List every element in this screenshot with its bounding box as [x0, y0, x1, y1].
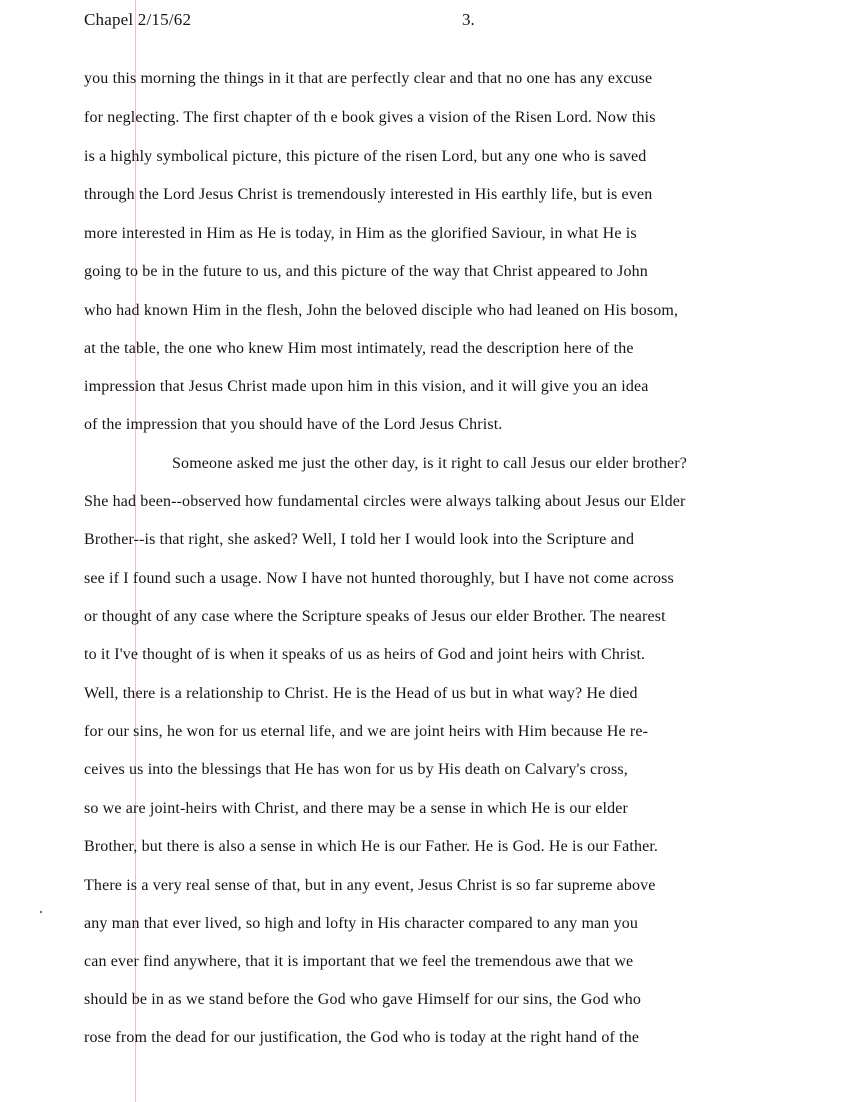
text-line: more interested in Him as He is today, in Him as the glorified Saviour, in what He is: [84, 225, 637, 242]
text-line: Brother--is that right, she asked? Well, I told her I would look into the Scripture and: [84, 531, 635, 548]
page-number: 3.: [462, 10, 475, 29]
text-line: of the impression that you should have of the Lord Jesus Christ.: [84, 416, 503, 433]
text-line: should be in as we stand before the God who gave Himself for our sins, the God who: [84, 991, 642, 1008]
text-line: you this morning the things in it that are perfectly clear and that no one has any excuse: [84, 70, 653, 87]
header-date: Chapel 2/15/62: [84, 10, 192, 29]
text-line: She had been--observed how fundamental circles were always talking about Jesus our Elder: [84, 493, 686, 510]
text-line: rose from the dead for our justification, the God who is today at the right hand of the: [84, 1029, 640, 1046]
text-line: Someone asked me just the other day, is it right to call Jesus our elder brother?: [172, 455, 687, 472]
text-line: any man that ever lived, so high and lofty in His character compared to any man you: [84, 915, 639, 932]
text-line: so we are joint-heirs with Christ, and there may be a sense in which He is our elder: [84, 800, 629, 817]
text-line: There is a very real sense of that, but in any event, Jesus Christ is so far supreme above: [84, 877, 656, 894]
text-line: at the table, the one who knew Him most intimately, read the description here of the: [84, 340, 634, 357]
text-line: to it I've thought of is when it speaks of us as heirs of God and joint heirs with Christ.: [84, 646, 646, 663]
text-line: or thought of any case where the Scripture speaks of Jesus our elder Brother. The nearest: [84, 608, 666, 625]
text-line: is a highly symbolical picture, this picture of the risen Lord, but any one who is saved: [84, 148, 647, 165]
text-line: can ever find anywhere, that it is important that we feel the tremendous awe that we: [84, 953, 634, 970]
text-line: Brother, but there is also a sense in which He is our Father. He is God. He is our Father.: [84, 838, 659, 855]
text-line: for neglecting. The first chapter of th e book gives a vision of the Risen Lord. Now this: [84, 109, 656, 126]
text-line: ceives us into the blessings that He has won for us by His death on Calvary's cross,: [84, 761, 628, 778]
text-line: going to be in the future to us, and this picture of the way that Christ appeared to John: [84, 263, 648, 280]
stray-mark: [40, 911, 42, 913]
text-line: see if I found such a usage. Now I have not hunted thoroughly, but I have not come across: [84, 570, 674, 587]
text-line: through the Lord Jesus Christ is tremendously interested in His earthly life, but is even: [84, 186, 653, 203]
text-line: for our sins, he won for us eternal life, and we are joint heirs with Him because He re-: [84, 723, 649, 740]
text-line: Well, there is a relationship to Christ. He is the Head of us but in what way? He died: [84, 685, 638, 702]
text-line: who had known Him in the flesh, John the beloved disciple who had leaned on His bosom,: [84, 302, 679, 319]
text-line: impression that Jesus Christ made upon him in this vision, and it will give you an idea: [84, 378, 649, 395]
